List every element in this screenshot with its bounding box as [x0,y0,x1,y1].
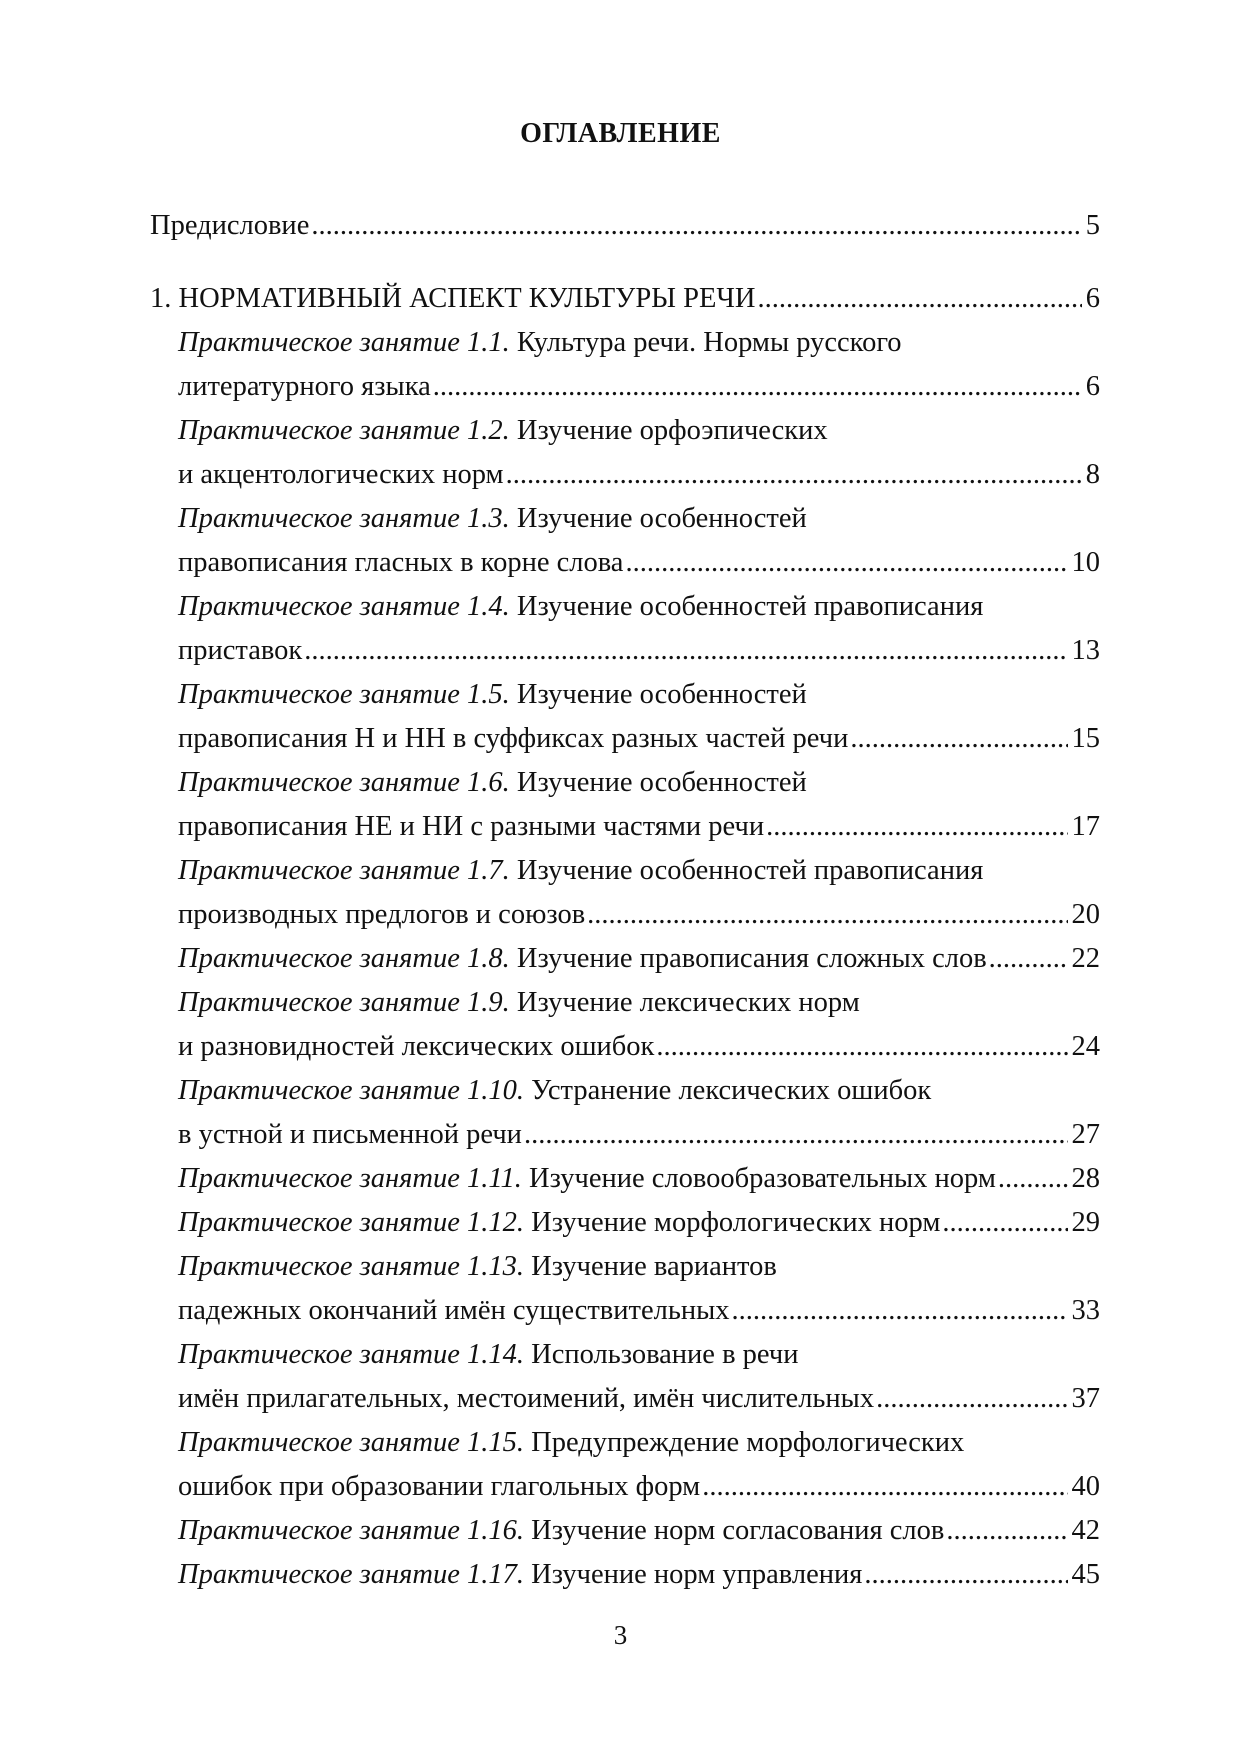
entry-title: приставок [178,635,303,666]
toc-entry[interactable] [150,981,1100,1069]
page-ref: 10 [1071,547,1100,578]
entry-title: Изучение правописания сложных слов [509,943,987,974]
page-ref: 13 [1071,635,1100,666]
page-ref: 20 [1071,899,1100,930]
toc-entry[interactable] [150,1157,1100,1201]
entry-title: 1. НОРМАТИВНЫЙ АСПЕКТ КУЛЬТУРЫ РЕЧИ [150,283,756,314]
toc-entry-text [178,1069,931,1113]
entry-title: Изучение особенностей [509,767,807,798]
lesson-label: Практическое занятие 1.4. [178,591,510,622]
toc-entry-text [178,1201,940,1245]
entry-title: падежных окончаний имён существительных [178,1295,730,1326]
toc-title: ОГЛАВЛЕНИЕ [520,118,721,149]
entry-title: Устранение лексических ошибок [524,1075,932,1106]
lesson-label: Практическое занятие 1.10. [178,1075,525,1106]
toc-line [150,849,1100,893]
page-ref: 42 [1071,1515,1100,1546]
dot-leader [623,541,1067,585]
toc-line [150,1553,1100,1597]
entry-title: правописания гласных в корне слова [178,547,624,578]
toc-entry-text [178,1157,996,1201]
toc-entry-text [178,541,623,585]
page-ref: 17 [1071,811,1100,842]
lesson-label: Практическое занятие 1.6. [178,767,510,798]
toc-entry-text [178,453,504,497]
lesson-label: Практическое занятие 1.17. [178,1559,525,1590]
toc-entry-text [178,761,807,805]
toc-line [150,673,1100,717]
toc-entry[interactable] [150,585,1100,673]
lesson-label: Практическое занятие 1.9. [178,987,510,1018]
dot-leader [944,1509,1067,1553]
toc-line [150,1025,1100,1069]
entry-title: литературного языка [178,371,431,402]
dot-leader [309,204,1081,248]
toc-entry-text [178,1509,944,1553]
toc-entry-text [178,1377,874,1421]
toc-entry-text [178,893,585,937]
lesson-label: Практическое занятие 1.13. [178,1251,525,1282]
dot-leader [522,1113,1068,1157]
page-ref: 27 [1071,1119,1100,1150]
lesson-label: Практическое занятие 1.15. [178,1427,525,1458]
lesson-label: Практическое занятие 1.1. [178,327,510,358]
toc-entry[interactable] [150,937,1100,981]
page-ref: 33 [1071,1295,1100,1326]
entry-title: Предисловие [150,210,310,241]
entry-title: Изучение особенностей правописания [509,855,984,886]
entry-title: имён прилагательных, местоимений, имён числительных [178,1383,875,1414]
toc-line [150,1201,1100,1245]
toc-entry-text [178,497,807,541]
toc-entry[interactable] [150,1509,1100,1553]
toc-entry-text [178,981,860,1025]
toc-line [150,365,1100,409]
toc-line [150,981,1100,1025]
page-ref: 37 [1071,1383,1100,1414]
lesson-label: Практическое занятие 1.12. [178,1207,525,1238]
entry-title: Изучение лексических норм [509,987,860,1018]
toc-entry[interactable] [150,1069,1100,1157]
dot-leader [996,1157,1068,1201]
toc-entry-text [178,1421,964,1465]
toc-entry-text [178,1553,862,1597]
entry-title: Изучение норм согласования слов [524,1515,945,1546]
entry-title: Культура речи. Нормы русского [509,327,902,358]
entry-title: Предупреждение морфологических [524,1427,965,1458]
toc-line [150,453,1100,497]
toc-line [150,1069,1100,1113]
toc-entry-text [178,937,987,981]
toc-entry[interactable] [150,1245,1100,1333]
toc-line [150,1465,1100,1509]
toc-entry-text [178,1245,777,1289]
lesson-label: Практическое занятие 1.7. [178,855,510,886]
section-spacer [150,248,1100,277]
toc-entry[interactable] [150,321,1100,409]
dot-leader [654,1025,1067,1069]
toc-entry[interactable] [150,1421,1100,1509]
lesson-label: Практическое занятие 1.5. [178,679,510,710]
dot-leader [302,629,1067,673]
toc-entry-text [178,409,828,453]
toc-line [150,277,1100,321]
toc-line [150,717,1100,761]
toc-entry-text [178,365,431,409]
toc-line [150,409,1100,453]
toc-entry-text [178,1465,700,1509]
toc-entry-text [178,717,848,761]
toc-entry[interactable] [150,761,1100,849]
entry-title: Изучение особенностей [509,503,807,534]
dot-leader [764,805,1067,849]
lesson-label: Практическое занятие 1.11. [178,1163,522,1194]
entry-title: Изучение орфоэпических [509,415,828,446]
toc-entry-text [150,204,309,248]
lesson-label: Практическое занятие 1.3. [178,503,510,534]
entry-title: правописания НЕ и НИ с разными частями речи [178,811,765,842]
toc-line [150,805,1100,849]
dot-leader [862,1553,1067,1597]
page-ref: 22 [1071,943,1100,974]
toc-entry[interactable] [150,277,1100,321]
entry-title: Изучение вариантов [524,1251,777,1282]
toc-entry[interactable] [150,673,1100,761]
toc-entry-text [178,585,983,629]
toc-line [150,937,1100,981]
toc-entry[interactable] [150,849,1100,937]
page-ref: 24 [1071,1031,1100,1062]
dot-leader [756,277,1082,321]
toc-entry-text [178,1289,729,1333]
lesson-label: Практическое занятие 1.8. [178,943,510,974]
toc-line [150,497,1100,541]
toc-line [150,1509,1100,1553]
dot-leader [729,1289,1067,1333]
toc-line [150,629,1100,673]
toc-entry[interactable] [150,1201,1100,1245]
lesson-label: Практическое занятие 1.14. [178,1339,525,1370]
toc-line [150,1289,1100,1333]
entry-title: производных предлогов и союзов [178,899,586,930]
toc-entry-text [178,805,764,849]
dot-leader [504,453,1082,497]
toc-line [150,1333,1100,1377]
toc-entry[interactable] [150,497,1100,585]
entry-title: Изучение особенностей [509,679,807,710]
entry-title: ошибок при образовании глагольных форм [178,1471,701,1502]
page-ref: 8 [1085,459,1100,490]
table-of-contents [150,204,1100,1597]
toc-entry-text [178,321,902,365]
entry-title: Использование в речи [524,1339,799,1370]
toc-entry-text [178,1025,654,1069]
toc-line [150,1421,1100,1465]
page-number: 3 [613,1620,628,1650]
lesson-label: Практическое занятие 1.16. [178,1515,525,1546]
dot-leader [585,893,1067,937]
page-ref: 15 [1071,723,1100,754]
entry-title: Изучение норм управления [524,1559,863,1590]
dot-leader [987,937,1068,981]
toc-line [150,541,1100,585]
toc-line [150,1377,1100,1421]
dot-leader [700,1465,1067,1509]
entry-title: и акцентологических норм [178,459,504,490]
dot-leader [848,717,1067,761]
lesson-label: Практическое занятие 1.2. [178,415,510,446]
dot-leader [874,1377,1067,1421]
toc-line [150,204,1100,248]
page-ref: 40 [1071,1471,1100,1502]
toc-line [150,1113,1100,1157]
page-ref: 6 [1085,371,1100,402]
page-ref: 5 [1085,210,1100,241]
toc-line [150,1157,1100,1201]
entry-title: в устной и письменной речи [178,1119,522,1150]
toc-entry-text [178,849,983,893]
toc-line [150,321,1100,365]
entry-title: и разновидностей лексических ошибок [178,1031,655,1062]
toc-line [150,761,1100,805]
toc-entry[interactable] [150,1333,1100,1421]
toc-line [150,1245,1100,1289]
toc-entry-text [178,629,302,673]
page-ref: 45 [1071,1559,1100,1590]
toc-entry[interactable] [150,1553,1100,1597]
entry-title: Изучение словообразовательных норм [521,1163,996,1194]
toc-entry[interactable] [150,409,1100,497]
toc-line [150,893,1100,937]
entry-title: Изучение особенностей правописания [509,591,984,622]
page-ref: 28 [1071,1163,1100,1194]
toc-entry-text [178,1113,522,1157]
entry-title: правописания Н и НН в суффиксах разных частей речи [178,723,849,754]
entry-title: Изучение морфологических норм [524,1207,941,1238]
toc-entry[interactable] [150,204,1100,248]
toc-entry-text [178,673,807,717]
toc-entry-text [150,277,756,321]
toc-line [150,585,1100,629]
page-ref: 29 [1071,1207,1100,1238]
dot-leader [431,365,1082,409]
dot-leader [940,1201,1067,1245]
toc-entry-text [178,1333,798,1377]
page-ref: 6 [1085,283,1100,314]
